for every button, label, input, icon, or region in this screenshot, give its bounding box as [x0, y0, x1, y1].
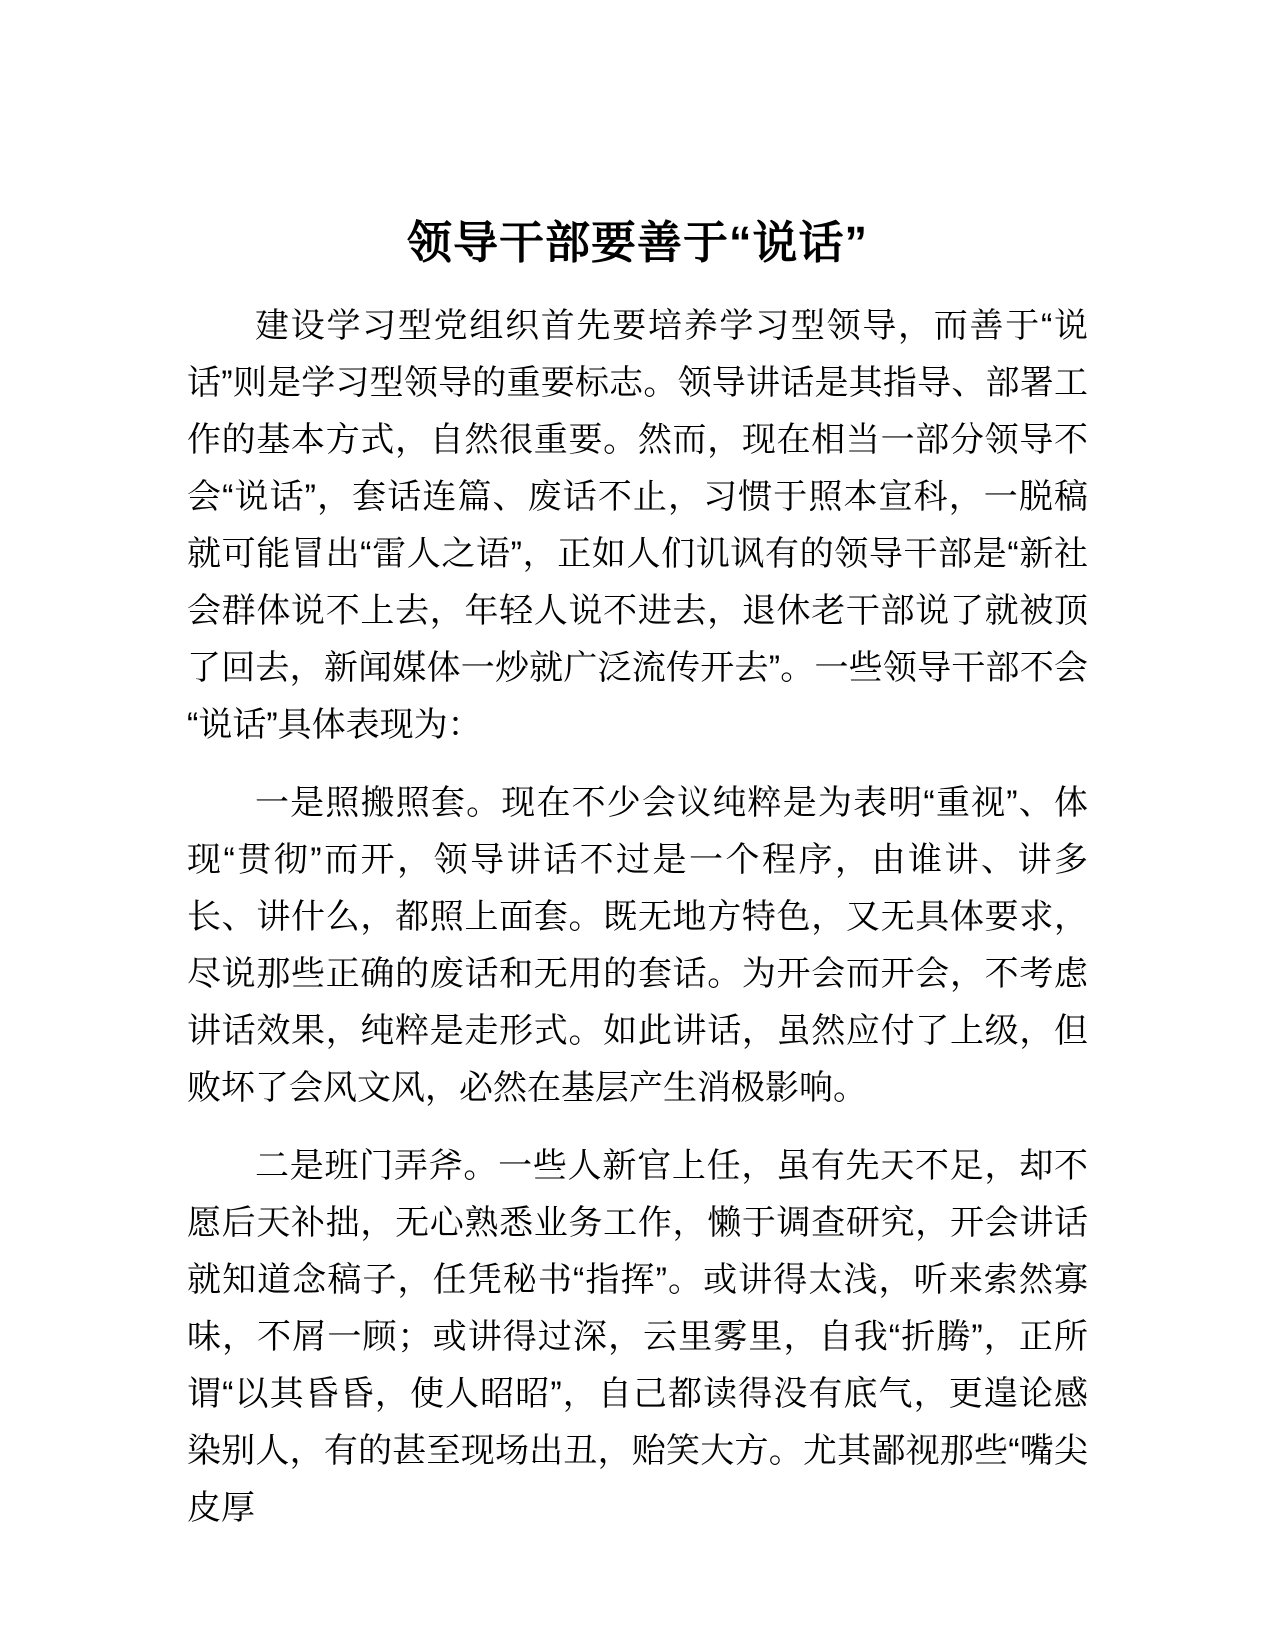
paragraph-intro: 建设学习型党组织首先要培养学习型领导，而善于“说话”则是学习型领导的重要标志。领导讲话是其指导、部署工作的基本方式，自然很重要。然而，现在相当一部分领导不会“说话”，套话连篇、废话不止，习惯于照本宣科，一脱稿就可能冒出“雷人之语”，正如人们讥讽有的领导干部是“新社会群体说不上去，年轻人说不进去，退休老干部说了就被顶了回去，新闻媒体一炒就广泛流传开去”。一些领导干部不会“说话”具体表现为： [187, 307, 1088, 744]
document-title: 领导干部要善于“说话” [406, 217, 868, 268]
paragraph-point-2: 二是班门弄斧。一些人新官上任，虽有先天不足，却不愿后天补拙，无心熟悉业务工作，懒于调查研究，开会讲话就知道念稿子，任凭秘书“指挥”。或讲得太浅，听来索然寡味，不屑一顾；或讲得过深，云里雾里，自我“折腾”，正所谓“以其昏昏，使人昭昭”，自己都读得没有底气，更遑论感染别人，有的甚至现场出丑，贻笑大方。尤其鄙视那些“嘴尖皮厚 [187, 1147, 1088, 1527]
paragraph-point-1: 一是照搬照套。现在不少会议纯粹是为表明“重视”、体现“贯彻”而开，领导讲话不过是一个程序，由谁讲、讲多长、讲什么，都照上面套。既无地方特色，又无具体要求，尽说那些正确的废话和无用的套话。为开会而开会，不考虑讲话效果，纯粹是走形式。如此讲话，虽然应付了上级，但败坏了会风文风，必然在基层产生消极影响。 [187, 784, 1088, 1107]
